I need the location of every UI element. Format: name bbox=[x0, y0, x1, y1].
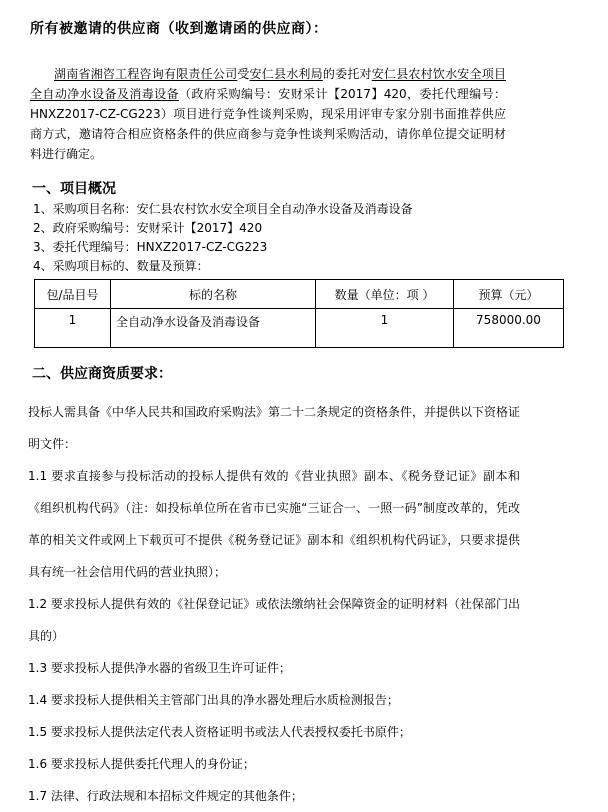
requirement-paragraph-1-2: 1.2 要求投标人提供有效的《社保登记证》或依法缴纳社会保障资金的证明材料（社保部门出具的） bbox=[28, 597, 520, 643]
column-header-budget: 预算（元） bbox=[454, 280, 564, 309]
column-header-quantity: 数量（单位：项 ） bbox=[316, 280, 454, 309]
cell-quantity: 1 bbox=[316, 309, 454, 348]
requirement-paragraph-1-4: 1.4 要求投标人提供相关主管部门出具的净水器处理后水质检测报告； bbox=[28, 693, 399, 707]
requirement-paragraph-1-3: 1.3 要求投标人提供净水器的省级卫生许可证件； bbox=[28, 661, 291, 675]
cell-budget: 758000.00 bbox=[454, 309, 564, 348]
project-overview-list bbox=[33, 200, 580, 276]
intro-body-text: （政府采购编号：安财采计【2017】420，委托代理编号：HNXZ2017-CZ-CG223）项目进行竞争性谈判采购，现采用评审专家分别书面推荐供应商方式，邀请符合相应资格条件的供应商参与竞争性谈判采购活动，请你单位提交证明材料进行确定。 bbox=[30, 87, 506, 161]
cell-lot-number: 1 bbox=[35, 309, 111, 348]
project-name: 安仁县农村饮水安全项目全自动净水设备及消毒设备 bbox=[30, 67, 506, 101]
table-header-row bbox=[35, 280, 564, 309]
column-header-subject-name: 标的名称 bbox=[111, 280, 316, 309]
table-row bbox=[35, 309, 564, 348]
list-item-gov-procurement-no: 2、政府采购编号：安财采计【2017】420 bbox=[33, 221, 263, 235]
qualification-requirements bbox=[28, 396, 520, 812]
cell-subject-name: 全自动净水设备及消毒设备 bbox=[111, 309, 316, 348]
requirement-paragraph-1-1: 1.1 要求直接参与投标活动的投标人提供有效的《营业执照》副本、《税务登记证》副本和《组织机构代码》（注：如投标单位所在省市已实施“三证合一、一照一码”制度改革的，凭改革的相关文件或网上下载页可不提供《税务登记证》副本和《组织机构代码证》，只要求提供具有统一社会信用代码的营业执照）； bbox=[28, 469, 520, 579]
section2-heading: 二、供应商资质要求： bbox=[32, 366, 172, 382]
requirement-paragraph-1-5: 1.5 要求投标人提供法定代表人资格证明书或法人代表授权委托书原件； bbox=[28, 725, 411, 739]
intro-paragraph bbox=[30, 64, 506, 164]
list-item-subject-qty-budget: 4、采购项目标的、数量及预算： bbox=[33, 259, 209, 273]
agency-company-name: 湖南省湘咨工程咨询有限责任公司 bbox=[54, 67, 238, 81]
list-item-project-name: 1、采购项目名称：安仁县农村饮水安全项目全自动净水设备及消毒设备 bbox=[33, 202, 413, 216]
requirement-paragraph-1-7: 1.7 法律、行政法规和本招标文件规定的其他条件； bbox=[28, 789, 303, 803]
intro-connector-1: 受 bbox=[237, 67, 250, 81]
list-item-agency-no: 3、委托代理编号：HNXZ2017-CZ-CG223 bbox=[33, 240, 268, 254]
column-header-lot: 包/品目号 bbox=[35, 280, 111, 309]
page-title: 所有被邀请的供应商（收到邀请函的供应商）： bbox=[30, 21, 328, 37]
requirement-paragraph-1-6: 1.6 要求投标人提供委托代理人的身份证； bbox=[28, 757, 255, 771]
requirement-paragraph-intro: 投标人需具备《中华人民共和国政府采购法》第二十二条规定的资格条件，并提供以下资格证明文件： bbox=[28, 405, 521, 451]
procurement-items-table bbox=[34, 279, 564, 348]
section1-heading: 一、项目概况 bbox=[32, 181, 116, 197]
intro-connector-2: 的委托对 bbox=[322, 67, 372, 81]
purchaser-name: 安仁县水利局 bbox=[249, 67, 323, 81]
